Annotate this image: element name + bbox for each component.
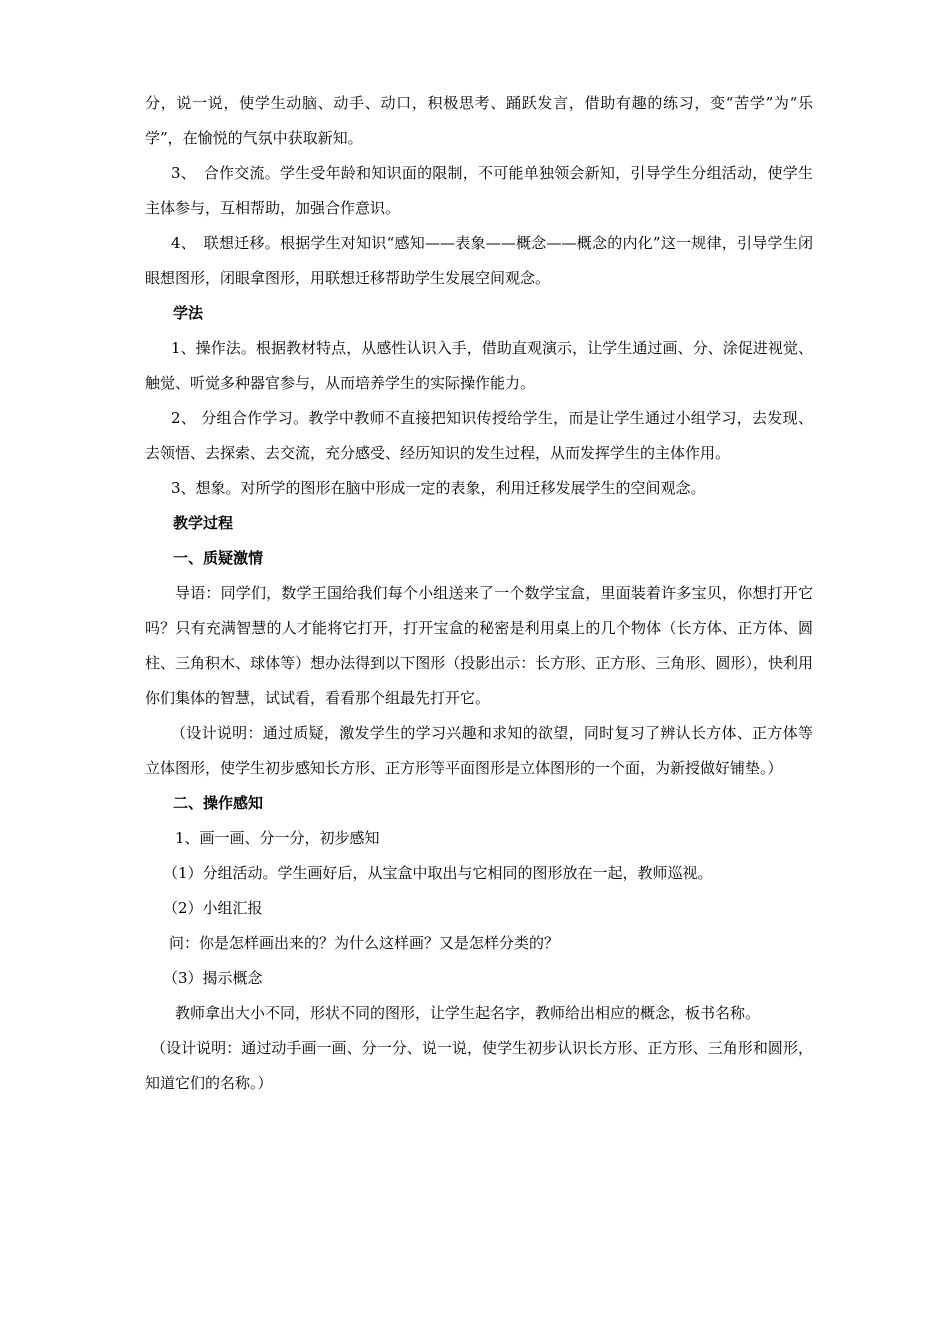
paragraph-step-1-2: （2）小组汇报: [163, 899, 263, 917]
paragraph-step-1-3: （3）揭示概念: [163, 969, 263, 987]
paragraph-design-note-1: （设计说明：通过质疑，激发学生的学习兴趣和求知的欲望，同时复习了辨认长方体、正方体等立体图形，使学生初步感知长方形、正方形等平面图形是立体图形的一个面，为新授做好铺垫。）: [145, 724, 813, 777]
paragraph-intro: 导语：同学们，数学王国给我们每个小组送来了一个数学宝盒，里面装着许多宝贝，你想打开它吗？只有充满智慧的人才能将它打开，打开宝盒的秘密是利用桌上的几个物体（长方体、正方体、圆柱、三角积木、球体等）想办法得到以下图形（投影出示：长方形、正方形、三角形、圆形），快利用你们集体的智慧，试试看，看看那个组最先打开它。: [145, 584, 813, 707]
paragraph-concept: 教师拿出大小不同，形状不同的图形，让学生起名字，教师给出相应的概念，板书名称。: [175, 1004, 761, 1022]
paragraph-design-note-2: （设计说明：通过动手画一画、分一分、说一说，使学生初步认识长方形、正方形、三角形和圆形，知道它们的名称。）: [145, 1039, 813, 1092]
heading-section-2: 二、操作感知: [173, 794, 264, 812]
heading-section-1: 一、质疑激情: [173, 549, 264, 567]
paragraph-learning-3: 3、想象。对所学的图形在脑中形成一定的表象，利用迁移发展学生的空间观念。: [171, 479, 706, 497]
paragraph-continuation: 分，说一说，使学生动脑、动手、动口，积极思考、踊跃发言，借助有趣的练习，变“苦学”为“乐学”，在愉悦的气氛中获取新知。: [145, 94, 813, 147]
paragraph-question: 问：你是怎样画出来的？为什么这样画？又是怎样分类的？: [169, 934, 560, 952]
paragraph-learning-2: 2、 分组合作学习。教学中教师不直接把知识传授给学生，而是让学生通过小组学习，去发现、去领悟、去探索、去交流，充分感受、经历知识的发生过程，从而发挥学生的主体作用。: [145, 409, 813, 462]
paragraph-step-1-1: （1）分组活动。学生画好后，从宝盒中取出与它相同的图形放在一起，教师巡视。: [163, 864, 713, 882]
document-page: [145, 86, 813, 1101]
paragraph-method-4: 4、 联想迁移。根据学生对知识“感知——表象——概念——概念的内化”这一规律，引导学生闭眼想图形，闭眼拿图形，用联想迁移帮助学生发展空间观念。: [145, 234, 813, 287]
heading-teaching-process: 教学过程: [173, 514, 234, 532]
paragraph-step-1: 1、画一画、分一分，初步感知: [175, 829, 380, 847]
paragraph-learning-1: 1、操作法。根据教材特点，从感性认识入手，借助直观演示，让学生通过画、分、涂促进视觉、触觉、听觉多种器官参与，从而培养学生的实际操作能力。: [145, 339, 813, 392]
heading-learning-method: 学法: [173, 304, 204, 322]
paragraph-method-3: 3、 合作交流。学生受年龄和知识面的限制，不可能单独领会新知，引导学生分组活动，使学生主体参与，互相帮助，加强合作意识。: [145, 164, 813, 217]
